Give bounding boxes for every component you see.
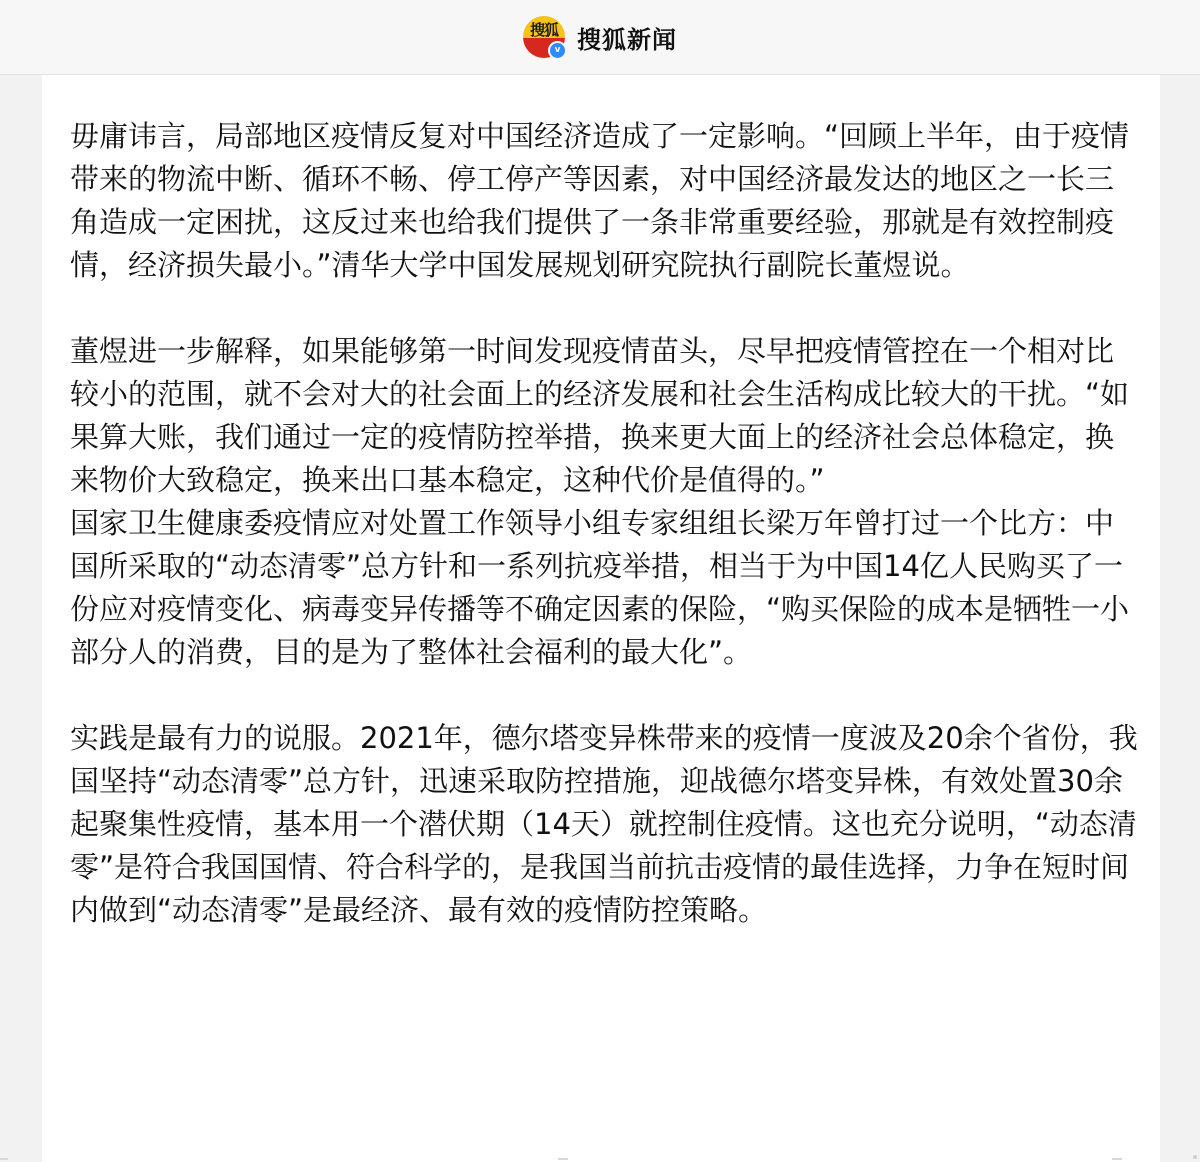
paragraph-spacer	[70, 287, 1140, 330]
article-paragraph-3: 国家卫生健康委疫情应对处置工作领导小组专家组组长梁万年曾打过一个比方：中国所采取的“动态清零”总方针和一系列抗疫举措，相当于为中国14亿人民购买了一份应对疫情变化、病毒变异传播等不确定因素的保险，“购买保险的成本是牺牲一小部分人的消费，目的是为了整体社会福利的最大化”。	[70, 506, 1130, 669]
article-card	[42, 75, 1160, 1162]
bottom-edge-mark	[0, 1158, 8, 1160]
source-brand[interactable]	[523, 16, 677, 58]
article-paragraph-4: 实践是最有力的说服。2021年，德尔塔变异株带来的疫情一度波及20余个省份，我国坚持“动态清零”总方针，迅速采取防控措施，迎战德尔塔变异株，有效处置30余起聚集性疫情，基本用一个潜伏期（14天）就控制住疫情。这也充分说明，“动态清零”是符合我国国情、符合科学的，是我国当前抗击疫情的最佳选择，力争在短时间内做到“动态清零”是最经济、最有效的疫情防控策略。	[70, 721, 1138, 927]
article-paragraph-1: 毋庸讳言，局部地区疫情反复对中国经济造成了一定影响。“回顾上半年，由于疫情带来的物流中断、循环不畅、停工停产等因素，对中国经济最发达的地区之一长三角造成一定困扰，这反过来也给我们提供了一条非常重要经验，那就是有效控制疫情，经济损失最小。”清华大学中国发展规划研究院执行副院长董煜说。	[70, 119, 1130, 282]
article-paragraph-2: 董煜进一步解释，如果能够第一时间发现疫情苗头，尽早把疫情管控在一个相对比较小的范围，就不会对大的社会面上的经济发展和社会生活构成比较大的干扰。“如果算大账，我们通过一定的疫情防控举措，换来更大面上的经济社会总体稳定，换来物价大致稳定，换来出口基本稳定，这种代价是值得的。”	[70, 334, 1130, 497]
article-body	[70, 115, 1140, 932]
sohu-logo-wrap	[523, 16, 565, 58]
logo-text: 搜狐	[529, 21, 558, 39]
paragraph-spacer	[70, 674, 1140, 717]
verified-badge-icon: v	[548, 41, 567, 60]
source-name: 搜狐新闻	[577, 25, 677, 54]
scroll-indicator	[1193, 1155, 1197, 1159]
bottom-edge-mark	[558, 1158, 568, 1160]
top-bar	[0, 0, 1200, 75]
bottom-edge-mark	[1112, 1158, 1122, 1160]
